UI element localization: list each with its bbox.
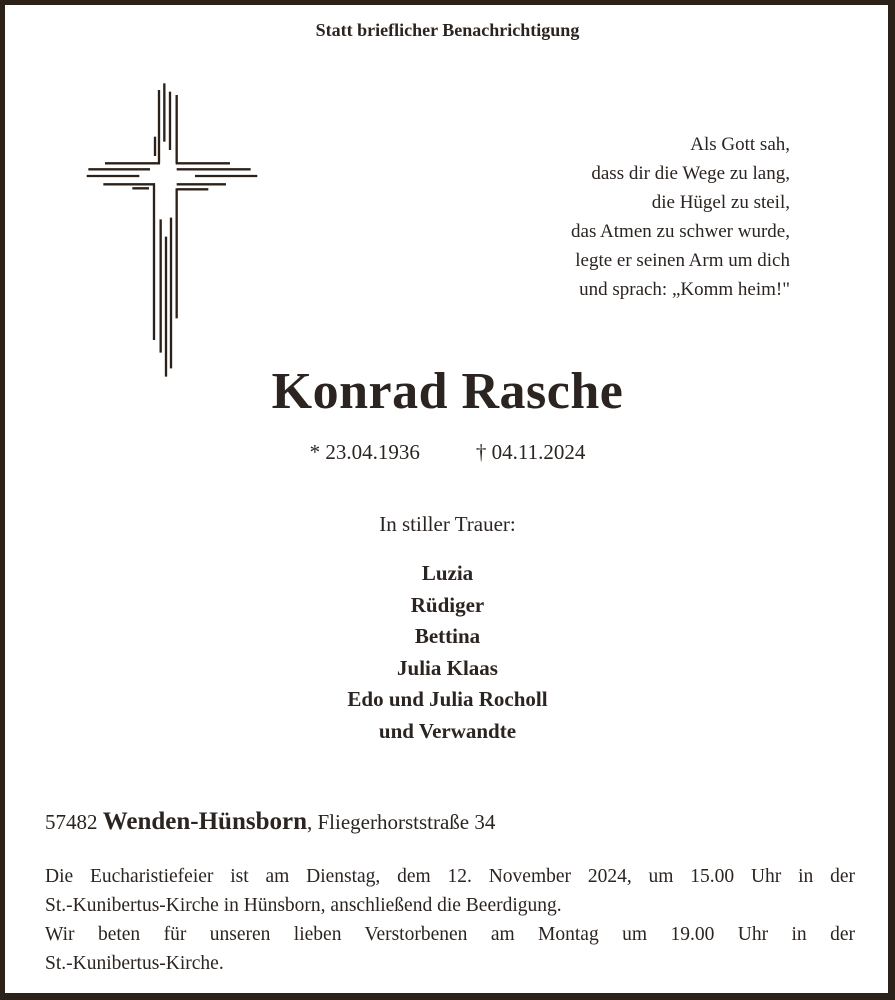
mourner: Rüdiger: [410, 592, 485, 617]
poem: [571, 130, 790, 304]
cross-icon: [80, 70, 270, 390]
address: [45, 808, 495, 836]
address-zip: 57482: [45, 810, 98, 834]
birth-date: * 23.04.1936: [309, 440, 420, 464]
mourner: Edo und Julia Rocholl: [347, 687, 548, 712]
info-line: St.-Kunibertus-Kirche in Hünsborn, anschließend die Beerdigung.: [45, 895, 562, 916]
header-note: Statt brieflicher Benachrichtigung: [315, 20, 580, 40]
address-street: , Fliegerhorststraße 34: [307, 810, 496, 834]
mourning-intro: In stiller Trauer:: [379, 512, 516, 536]
poem-line: und sprach: „Komm heim!": [579, 279, 790, 300]
mourner: und Verwandte: [378, 718, 517, 743]
mourner: Luzia: [421, 561, 474, 585]
address-town: Wenden-Hünsborn: [102, 808, 307, 835]
mourners-list: [0, 558, 895, 748]
mourner: Bettina: [414, 624, 481, 649]
poem-line: die Hügel zu steil,: [651, 192, 790, 213]
poem-line: das Atmen zu schwer wurde,: [571, 221, 790, 242]
service-info: [45, 862, 855, 978]
life-dates: [0, 440, 895, 465]
poem-line: Als Gott sah,: [690, 134, 790, 155]
poem-line: legte er seinen Arm um dich: [575, 250, 790, 271]
poem-line: dass dir die Wege zu lang,: [591, 163, 790, 184]
death-date: † 04.11.2024: [475, 440, 586, 464]
deceased-name: Konrad Rasche: [271, 363, 624, 420]
info-line: Wir beten für unseren lieben Verstorbenen am Montag um 19.00 Uhr in der: [45, 924, 855, 945]
info-line: St.-Kunibertus-Kirche.: [45, 953, 224, 974]
info-line: Die Eucharistiefeier ist am Dienstag, dem 12. November 2024, um 15.00 Uhr in der: [45, 866, 855, 887]
mourner: Julia Klaas: [397, 655, 498, 680]
